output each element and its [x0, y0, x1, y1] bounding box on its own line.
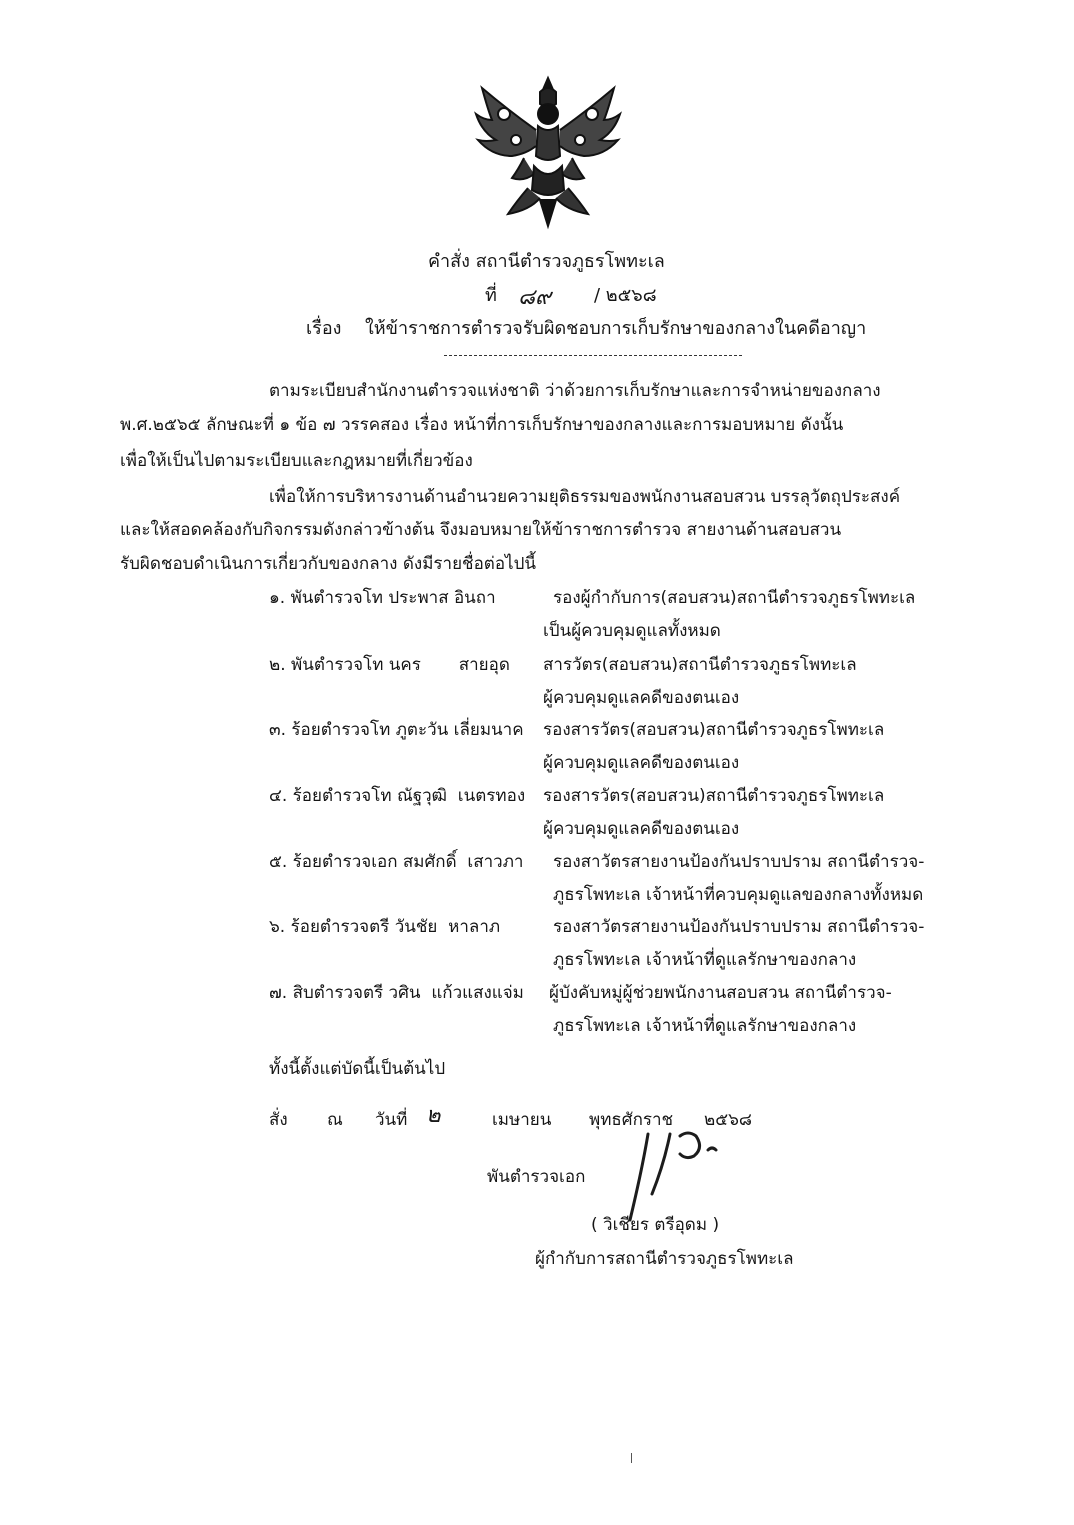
day-handwritten: ๒	[426, 1103, 441, 1128]
signer-name: ( วิเชียร ตรีอุดม )	[591, 1215, 720, 1235]
paragraph-1-line-3: เพื่อให้เป็นไปตามระเบียบและกฎหมายที่เกี่ยวข้อง	[120, 451, 473, 471]
officer-7-name: ๗. สิบตำรวจตรี วศิน แก้วแสงแจ่ม	[269, 983, 524, 1003]
officer-4-name: ๔. ร้อยตำรวจโท ณัฐวุฒิ เนตรทอง	[269, 786, 526, 806]
officer-5-role: รองสาวัตรสายงานป้องกันปราบปราม สถานีตำรวจ-	[553, 852, 925, 872]
subject-text: ให้ข้าราชการตำรวจรับผิดชอบการเก็บรักษาของกลางในคดีอาญา	[365, 318, 867, 339]
paragraph-2-line-2: และให้สอดคล้องกับกิจกรรมดังกล่าวข้างต้น จึงมอบหมายให้ข้าราชการตำรวจ สายงานด้านสอบสวน	[120, 520, 842, 540]
officer-2-name: ๒. พันตำรวจโท นคร สายอุด	[269, 655, 510, 675]
officer-7-role: ผู้บังคับหมู่ผู้ช่วยพนักงานสอบสวน สถานีตำรวจ-	[549, 983, 892, 1003]
paragraph-1-line-1: ตามระเบียบสำนักงานตำรวจแห่งชาติ ว่าด้วยการเก็บรักษาและการจำหน่ายของกลาง	[269, 381, 881, 401]
officer-2-duty: ผู้ควบคุมดูแลคดีของตนเอง	[543, 688, 740, 708]
officer-3-role: รองสารวัตร(สอบสวน)สถานีตำรวจภูธรโพทะเล	[543, 720, 885, 740]
officer-1-duty: เป็นผู้ควบคุมดูแลทั้งหมด	[543, 621, 721, 641]
officer-3-name: ๓. ร้อยตำรวจโท ภูตะวัน เลี่ยมนาค	[269, 720, 524, 740]
paragraph-1-line-2: พ.ศ.๒๕๖๕ ลักษณะที่ ๑ ข้อ ๗ วรรคสอง เรื่อง หน้าที่การเก็บรักษาของกลางและการมอบหมาย ดังนั้น	[120, 415, 844, 435]
paragraph-2-line-1: เพื่อให้การบริหารงานด้านอำนวยความยุติธรรมของพนักงานสอบสวน บรรลุวัตถุประสงค์	[269, 487, 901, 507]
officer-3-duty: ผู้ควบคุมดูแลคดีของตนเอง	[543, 753, 740, 773]
signer-position: ผู้กำกับการสถานีตำรวจภูธรโพทะเล	[535, 1249, 794, 1269]
officer-5-name: ๕. ร้อยตำรวจเอก สมศักดิ์ เสาวภา	[269, 852, 524, 872]
garuda-emblem-icon	[468, 70, 628, 230]
date-word: วันที่	[375, 1110, 408, 1130]
officer-7-duty: ภูธรโพทะเล เจ้าหน้าที่ดูแลรักษาของกลาง	[553, 1016, 857, 1036]
header-divider	[444, 355, 742, 356]
order-title: คำสั่ง สถานีตำรวจภูธรโพทะเล	[428, 251, 665, 272]
era-label: พุทธศักราช	[589, 1110, 674, 1130]
officer-6-duty: ภูธรโพทะเล เจ้าหน้าที่ดูแลรักษาของกลาง	[553, 950, 857, 970]
subject-label: เรื่อง	[306, 318, 342, 339]
at-word: ณ	[327, 1110, 343, 1130]
effective-statement: ทั้งนี้ตั้งแต่บัดนี้เป็นต้นไป	[269, 1059, 446, 1079]
officer-4-role: รองสารวัตร(สอบสวน)สถานีตำรวจภูธรโพทะเล	[543, 786, 885, 806]
officer-4-duty: ผู้ควบคุมดูแลคดีของตนเอง	[543, 819, 740, 839]
signer-rank: พันตำรวจเอก	[487, 1167, 586, 1187]
month-name: เมษายน	[492, 1110, 552, 1130]
officer-6-name: ๖. ร้อยตำรวจตรี วันชัย หาลาภ	[269, 917, 501, 937]
officer-1-name: ๑. พันตำรวจโท ประพาส อินถา	[269, 588, 496, 608]
paragraph-2-line-3: รับผิดชอบดำเนินการเกี่ยวกับของกลาง ดังมีรายชื่อต่อไปนี้	[120, 554, 537, 574]
scan-mark	[631, 1453, 632, 1463]
order-word: สั่ง	[269, 1110, 288, 1130]
year-value: ๒๕๖๘	[704, 1110, 752, 1130]
order-number-year: / ๒๕๖๘	[594, 285, 657, 306]
officer-1-role: รองผู้กำกับการ(สอบสวน)สถานีตำรวจภูธรโพทะเล	[553, 588, 916, 608]
order-number-handwritten: ๘๙	[518, 285, 552, 310]
officer-6-role: รองสาวัตรสายงานป้องกันปราบปราม สถานีตำรวจ-	[553, 917, 925, 937]
order-number-prefix: ที่	[485, 285, 497, 306]
officer-5-duty: ภูธรโพทะเล เจ้าหน้าที่ควบคุมดูแลของกลางทั้งหมด	[553, 885, 924, 905]
officer-2-role: สารวัตร(สอบสวน)สถานีตำรวจภูธรโพทะเล	[543, 655, 857, 675]
